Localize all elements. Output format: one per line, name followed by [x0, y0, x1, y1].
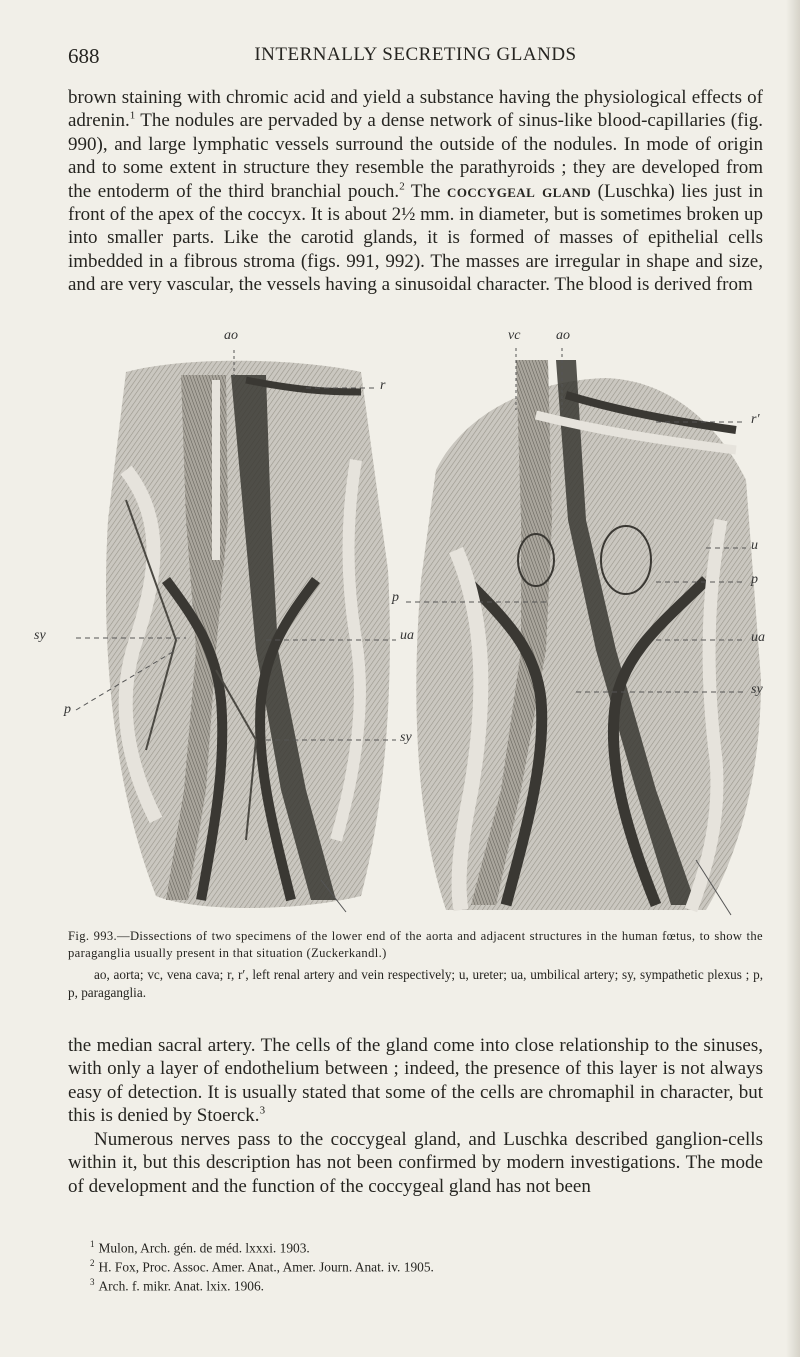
- running-title: INTERNALLY SECRETING GLANDS: [254, 44, 577, 65]
- paragraph-2: [68, 1034, 763, 1128]
- label-sy-right: sy: [751, 682, 763, 697]
- label-p-right: p: [751, 572, 758, 587]
- figure-caption: [68, 928, 763, 1002]
- label-ua-right: ua: [751, 630, 765, 645]
- label-r: r: [380, 378, 386, 393]
- footnote-1: [90, 1237, 750, 1256]
- caption-legend: ao, aorta; vc, vena cava; r, r′, left renal artery and vein respectively; u, ureter; ua, umbilical artery; sy, sympathetic plexus ; p, p, paraganglia.: [68, 967, 763, 1000]
- left-specimen: [76, 350, 396, 912]
- footnotes: [90, 1237, 750, 1294]
- para1-text-b: The nodules are pervaded by a dense network of sinus-like blood-capillaries (fig. 990), and large lymphatic vessels surround the outside of the nodules. In mode of origin and to some extent in structure they resemble the parathyroids ; they are developed from the entoderm of the third branchial pouch.: [68, 110, 763, 202]
- term-coccygeal-gland: coccygeal gland: [447, 180, 592, 202]
- para1-text-d: (Luschka) lies just in front of the apex of the coccyx. It is about 2½ mm. in diameter, but is sometimes broken up into smaller parts. Like the carotid glands, it is formed of masses of epithelial cells imbedded in a fibrous stroma (figs. 991, 992). The masses are irregular in shape and size, and are very vascular, the vessels having a sinusoidal character. The blood is derived from: [68, 180, 763, 296]
- label-vc: vc: [508, 328, 521, 343]
- footnote-mark-2: 2: [90, 1257, 95, 1268]
- paragraph-3: Numerous nerves pass to the coccygeal gland, and Luschka described ganglion-cells within it, but this description has not been confirmed by modern investigations. The mode of development and the function of the coccygeal gland has not been: [68, 1129, 763, 1197]
- page-edge-shadow: [786, 0, 800, 1357]
- label-u: u: [751, 538, 758, 553]
- label-r-prime: r′: [751, 412, 760, 427]
- label-ao-right: ao: [556, 328, 570, 343]
- figure-993: [16, 320, 776, 920]
- footnote-text-3: Arch. f. mikr. Anat. lxix. 1906.: [98, 1278, 265, 1294]
- paragraph-1: [68, 86, 763, 297]
- footnote-3: [90, 1275, 750, 1294]
- footnote-ref-2[interactable]: 2: [399, 180, 405, 193]
- page-number: 688: [68, 44, 100, 68]
- label-sy-bottom: sy: [400, 730, 412, 745]
- page-header: [68, 44, 763, 72]
- para2-text: the median sacral artery. The cells of the gland come into close relationship to the sinuses, with only a layer of endothelium between ; indeed, the presence of this layer is not always easy of detection. It is usually stated that some of the cells are chromaphil in character, but this is denied by Stoerck.: [68, 1035, 763, 1127]
- label-sy-left: sy: [34, 628, 46, 643]
- footnote-mark-3: 3: [90, 1276, 95, 1287]
- footnote-ref-1[interactable]: 1: [129, 110, 136, 123]
- label-ao-left: ao: [224, 328, 238, 343]
- para1-text-a: brown staining with chromic acid and yield a substance having the physiological effects of adrenin.: [68, 87, 763, 132]
- label-ua-left: ua: [400, 628, 414, 643]
- label-p-right-left: p: [392, 590, 399, 605]
- para1-text-c: The: [404, 180, 448, 202]
- footnote-text-2: H. Fox, Proc. Assoc. Amer. Anat., Amer. Journ. Anat. iv. 1905.: [98, 1259, 434, 1275]
- footnote-mark-1: 1: [90, 1239, 95, 1249]
- footnote-ref-3[interactable]: 3: [259, 1104, 266, 1117]
- caption-title: Fig. 993.—Dissections of two specimens of the lower end of the aorta and adjacent structures in the human fœtus, to show the paraganglia usually present in that situation (Zuckerkandl.): [68, 929, 763, 960]
- label-p-left: p: [64, 702, 71, 717]
- footnote-2: [90, 1256, 750, 1275]
- right-specimen: [406, 348, 761, 915]
- dissection-illustration: [16, 320, 776, 920]
- footnote-text-1: Mulon, Arch. gén. de méd. lxxxi. 1903.: [98, 1240, 310, 1256]
